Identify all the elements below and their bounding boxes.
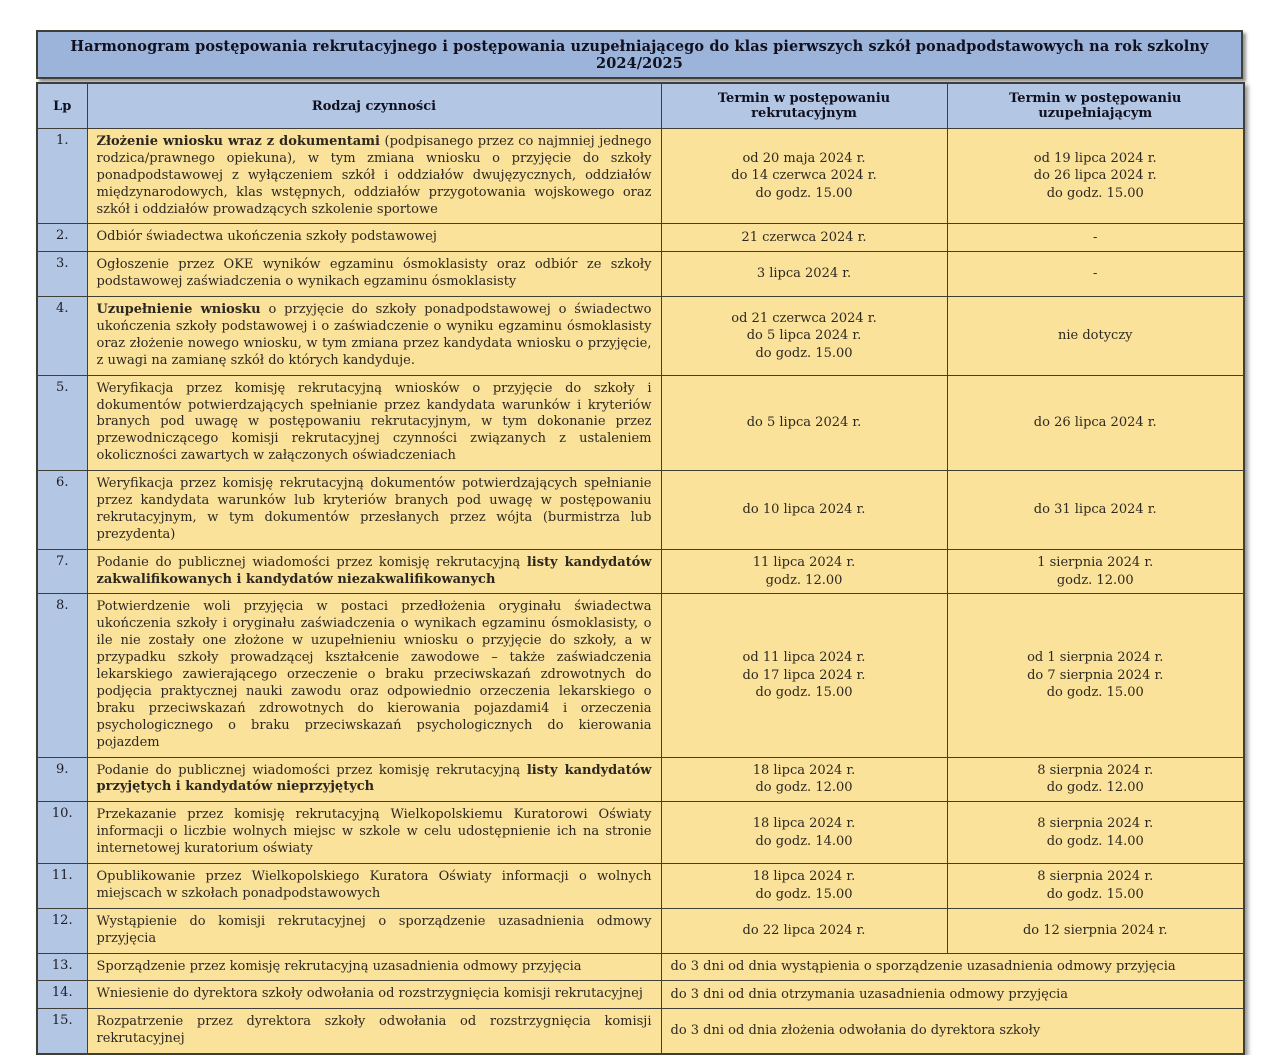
activity-cell <box>87 375 661 470</box>
date-line: godz. 12.00 <box>1056 572 1134 588</box>
supplementary-date-cell <box>947 375 1244 470</box>
table-row <box>37 908 1244 953</box>
date-line: do 10 lipca 2024 r. <box>742 502 866 518</box>
activity-text: o przyjęcie do szkoły ponadpodstawowej o świadectwo ukończenia szkoły podstawowej i o zaświadczenie o wyniku egzaminu ósmoklasisty oraz złożenie nowego wniosku, w tym zmiana przez kandydata wniosku o przyjęcie, z uwagi na zamianę szkół do których kandyduje. <box>96 302 652 368</box>
date-line: - <box>1093 266 1098 282</box>
table-row <box>37 757 1244 802</box>
activity-cell <box>87 297 661 376</box>
table-row <box>37 471 1244 550</box>
date-line: od 1 sierpnia 2024 r. <box>1027 650 1164 666</box>
date-line: do 31 lipca 2024 r. <box>1033 502 1157 518</box>
activity-cell <box>87 549 661 594</box>
row-number-cell: 7. <box>37 549 87 594</box>
row-number-cell: 14. <box>37 981 87 1009</box>
activity-cell <box>87 224 661 252</box>
date-line: nie dotyczy <box>1057 328 1133 344</box>
activity-text: Weryfikacja przez komisję rekrutacyjną dokumentów potwierdzających spełnianie przez kandydata warunków lub kryteriów branych pod uwagę w postępowaniu rekrutacyjnym, w tym dokumentów przesłanych przez wójta (burmistrza lub prezydenta) <box>96 476 652 542</box>
activity-cell <box>87 129 661 224</box>
schedule-table-body <box>37 129 1244 1055</box>
date-line: 1 sierpnia 2024 r. <box>1037 555 1154 571</box>
activity-cell <box>87 953 661 981</box>
supplementary-date-cell <box>947 549 1244 594</box>
row-number-cell: 10. <box>37 802 87 864</box>
date-line: do godz. 14.00 <box>755 833 853 849</box>
date-line: od 21 czerwca 2024 r. <box>731 310 877 326</box>
activity-text: Wniesienie do dyrektora szkoły odwołania od rozstrzygnięcia komisji rekrutacyjnej <box>96 986 643 1002</box>
date-line: do godz. 15.00 <box>1046 685 1144 701</box>
activity-text-bold: listy kandydatów przyjętych i kandydatów nieprzyjętych <box>96 762 652 795</box>
column-header-recruitment: Termin w postępowaniu rekrutacyjnym <box>661 83 947 129</box>
date-line: do 7 sierpnia 2024 r. <box>1027 667 1164 683</box>
table-row <box>37 549 1244 594</box>
row-number-cell: 1. <box>37 129 87 224</box>
recruitment-date-cell <box>661 549 947 594</box>
merged-date-cell: do 3 dni od dnia złożenia odwołania do dyrektora szkoły <box>661 1009 1244 1054</box>
table-row <box>37 224 1244 252</box>
date-line: do godz. 15.00 <box>755 685 853 701</box>
table-row <box>37 594 1244 757</box>
column-header-lp: Lp <box>37 83 87 129</box>
date-line: do 17 lipca 2024 r. <box>742 667 866 683</box>
row-number-cell: 9. <box>37 757 87 802</box>
supplementary-date-cell <box>947 297 1244 376</box>
table-row <box>37 802 1244 864</box>
date-line: od 11 lipca 2024 r. <box>742 650 866 666</box>
column-header-supplementary: Termin w postępowaniu uzupełniającym <box>947 83 1244 129</box>
recruitment-date-cell <box>661 224 947 252</box>
date-line: do godz. 12.00 <box>755 780 853 796</box>
date-line: do 26 lipca 2024 r. <box>1033 168 1157 184</box>
schedule-table <box>36 82 1245 1055</box>
row-number-cell: 8. <box>37 594 87 757</box>
recruitment-date-cell <box>661 908 947 953</box>
row-number-cell: 11. <box>37 863 87 908</box>
table-row <box>37 953 1244 981</box>
activity-cell <box>87 471 661 550</box>
date-line: do 12 sierpnia 2024 r. <box>1022 922 1168 938</box>
activity-text-bold: Uzupełnienie wniosku <box>96 302 261 318</box>
supplementary-date-cell <box>947 471 1244 550</box>
activity-text: Weryfikacja przez komisję rekrutacyjną wniosków o przyjęcie do szkoły i dokumentów potwierdzających spełnianie przez kandydata warunków i kryteriów branych pod uwagę w postępowaniu rekrutacyjnym, w tym dokonanie przez przewodniczącego komisji rekrutacyjnej czynności związanych z ustaleniem okoliczności zawartych w załączonych oświadczeniach <box>96 380 652 464</box>
date-line: 8 sierpnia 2024 r. <box>1037 869 1154 885</box>
row-number-cell: 15. <box>37 1009 87 1054</box>
activity-cell <box>87 1009 661 1054</box>
date-line: do godz. 15.00 <box>1046 186 1144 201</box>
date-line: do godz. 15.00 <box>755 186 853 201</box>
table-row <box>37 863 1244 908</box>
recruitment-date-cell <box>661 252 947 297</box>
merged-date-cell: do 3 dni od dnia wystąpienia o sporządzenie uzasadnienia odmowy przyjęcia <box>661 953 1244 981</box>
activity-cell <box>87 981 661 1009</box>
date-line: od 19 lipca 2024 r. <box>1033 150 1157 166</box>
activity-cell <box>87 252 661 297</box>
date-line: 11 lipca 2024 r. <box>752 555 856 571</box>
activity-text: Podanie do publicznej wiadomości przez komisję rekrutacyjną <box>96 554 527 570</box>
date-line: godz. 12.00 <box>765 572 843 588</box>
date-line: do 26 lipca 2024 r. <box>1033 415 1157 431</box>
table-row <box>37 375 1244 470</box>
supplementary-date-cell <box>947 252 1244 297</box>
date-line: - <box>1093 230 1098 246</box>
header-row <box>37 83 1244 129</box>
table-header <box>37 83 1244 129</box>
date-line: do godz. 14.00 <box>1046 833 1144 849</box>
date-line: do godz. 15.00 <box>755 345 853 361</box>
date-line: 18 lipca 2024 r. <box>752 869 856 885</box>
date-line: do 22 lipca 2024 r. <box>742 922 866 938</box>
document-title: Harmonogram postępowania rekrutacyjnego i postępowania uzupełniającego do klas pierwszych szkół ponadpodstawowych na rok szkolny 2024/2025 <box>36 30 1243 79</box>
activity-text: Wystąpienie do komisji rekrutacyjnej o sporządzenie uzasadnienia odmowy przyjęcia <box>96 913 652 946</box>
date-line: do 5 lipca 2024 r. <box>746 328 862 344</box>
date-line: 3 lipca 2024 r. <box>756 266 852 282</box>
date-line: 21 czerwca 2024 r. <box>741 230 867 246</box>
activity-text: Ogłoszenie przez OKE wyników egzaminu ósmoklasisty oraz odbiór ze szkoły podstawowej zaświadczenia o wynikach egzaminu ósmoklasisty <box>96 257 652 290</box>
activity-text: (podpisanego przez co najmniej jednego rodzica/prawnego opiekuna), w tym zmiana wniosku o przyjęcie do szkoły ponadpodstawowej z wyłączeniem szkół i oddziałów dwujęzycznych, oddziałów międzynarodowych, klas wstępnych, oddziałów przygotowania wojskowego oraz szkół i oddziałów prowadzących szkolenie sportowe <box>96 134 652 217</box>
activity-text: Opublikowanie przez Wielkopolskiego Kuratora Oświaty informacji o wolnych miejscach w szkołach ponadpodstawowych <box>96 868 652 901</box>
date-line: 18 lipca 2024 r. <box>752 762 856 778</box>
recruitment-date-cell <box>661 471 947 550</box>
activity-text: Przekazanie przez komisję rekrutacyjną Wielkopolskiemu Kuratorowi Oświaty informacji o liczbie wolnych miejsc w szkole w celu udostępnienie ich na stronie internetowej kuratorium oświaty <box>96 807 652 857</box>
recruitment-date-cell <box>661 863 947 908</box>
row-number-cell: 2. <box>37 224 87 252</box>
supplementary-date-cell <box>947 802 1244 864</box>
date-line: do 14 czerwca 2024 r. <box>731 168 877 184</box>
recruitment-date-cell <box>661 375 947 470</box>
activity-cell <box>87 802 661 864</box>
date-line: do godz. 15.00 <box>1046 886 1144 902</box>
date-line: 18 lipca 2024 r. <box>752 816 856 832</box>
supplementary-date-cell <box>947 863 1244 908</box>
recruitment-date-cell <box>661 757 947 802</box>
table-row <box>37 981 1244 1009</box>
supplementary-date-cell <box>947 757 1244 802</box>
date-line: 8 sierpnia 2024 r. <box>1037 762 1154 778</box>
activity-text: Potwierdzenie woli przyjęcia w postaci przedłożenia oryginału świadectwa ukończenia szkoły i oryginału zaświadczenia o wynikach egzaminu ósmoklasisty, o ile nie zostały one złożone w uzupełnieniu wniosku o przyjęcie do szkoły, a w przypadku szkoły prowadzącej kształcenie zawodowe – także zaświadczenia lekarskiego zawierającego orzeczenie o braku przeciwskazań zdrowotnych do podjęcia praktycznej nauki zawodu oraz odpowiednio orzeczenia lekarskiego o braku przeciwskazań zdrowotnych do kierowania pojazdami4 i orzeczenia psychologicznego o braku przeciwskazań psychologicznych do kierowania pojazdem <box>96 599 652 750</box>
row-number-cell: 12. <box>37 908 87 953</box>
activity-text: Rozpatrzenie przez dyrektora szkoły odwołania od rozstrzygnięcia komisji rekrutacyjnej <box>96 1014 652 1047</box>
row-number-cell: 13. <box>37 953 87 981</box>
supplementary-date-cell <box>947 908 1244 953</box>
recruitment-date-cell <box>661 297 947 376</box>
date-line: od 20 maja 2024 r. <box>742 150 866 166</box>
activity-text: Sporządzenie przez komisję rekrutacyjną uzasadnienia odmowy przyjęcia <box>96 958 582 974</box>
row-number-cell: 6. <box>37 471 87 550</box>
activity-cell <box>87 863 661 908</box>
table-row <box>37 1009 1244 1054</box>
recruitment-date-cell <box>661 594 947 757</box>
supplementary-date-cell <box>947 594 1244 757</box>
date-line: do godz. 15.00 <box>755 886 853 902</box>
table-row <box>37 297 1244 376</box>
recruitment-date-cell <box>661 802 947 864</box>
activity-cell <box>87 757 661 802</box>
activity-cell <box>87 594 661 757</box>
row-number-cell: 5. <box>37 375 87 470</box>
date-line: do 5 lipca 2024 r. <box>746 415 862 431</box>
activity-cell <box>87 908 661 953</box>
table-row <box>37 252 1244 297</box>
activity-text-bold: listy kandydatów zakwalifikowanych i kandydatów niezakwalifikowanych <box>96 554 652 587</box>
supplementary-date-cell <box>947 129 1244 224</box>
date-line: 8 sierpnia 2024 r. <box>1037 816 1154 832</box>
date-line: do godz. 12.00 <box>1046 780 1144 796</box>
row-number-cell: 4. <box>37 297 87 376</box>
table-row <box>37 129 1244 224</box>
row-number-cell: 3. <box>37 252 87 297</box>
activity-text: Odbiór świadectwa ukończenia szkoły podstawowej <box>96 229 437 245</box>
recruitment-date-cell <box>661 129 947 224</box>
merged-date-cell: do 3 dni od dnia otrzymania uzasadnienia odmowy przyjęcia <box>661 981 1244 1009</box>
supplementary-date-cell <box>947 224 1244 252</box>
column-header-activity: Rodzaj czynności <box>87 83 661 129</box>
activity-text-bold: Złożenie wniosku wraz z dokumentami <box>96 134 380 149</box>
activity-text: Podanie do publicznej wiadomości przez komisję rekrutacyjną <box>96 762 527 778</box>
